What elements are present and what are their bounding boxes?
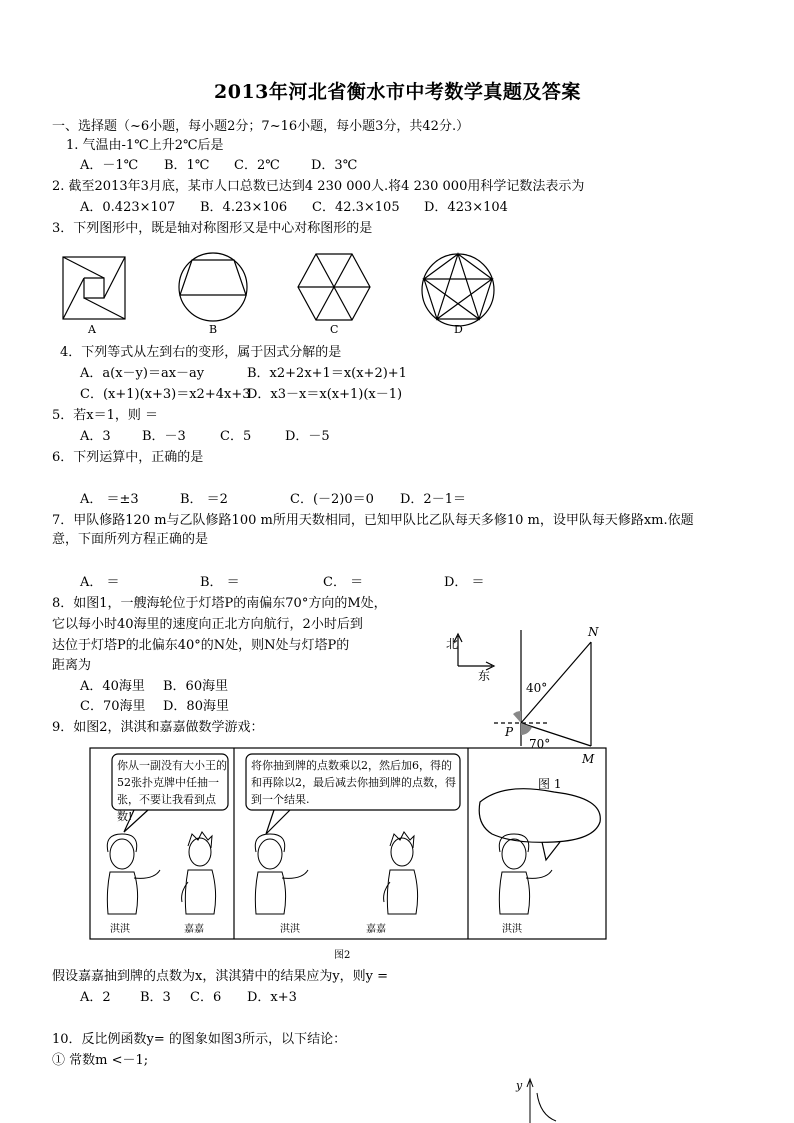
- q7-option-d: D． ＝: [444, 575, 485, 590]
- q8-option-b: B．60海里: [163, 679, 229, 694]
- q2-option-b: B．4.23×106: [200, 200, 288, 215]
- q5-option-d: D．－5: [285, 429, 330, 444]
- qiqi-figure-3: [499, 834, 552, 914]
- q9-option-b: B．3: [140, 990, 171, 1005]
- q8-line-2: 它以每小时40海里的速度向正北方向航行，2小时后到: [52, 617, 363, 632]
- q5-stem: 5．若x＝1，则 ＝: [52, 408, 159, 423]
- fig1-caption: 图 1: [538, 777, 562, 791]
- q7-stem-line2: 意，下面所列方程正确的是: [52, 532, 209, 547]
- fig1-angle-40: 40°: [526, 681, 548, 695]
- q4-option-a: A．a(x－y)＝ax－ay: [80, 366, 205, 381]
- q2-option-d: D．423×104: [424, 200, 508, 215]
- q3-figure-a: [63, 257, 125, 319]
- fig1-label-p: P: [505, 725, 514, 739]
- q6-option-b: B． ＝2: [180, 492, 228, 507]
- section-heading: 一、选择题（~6小题，每小题2分；7~16小题，每小题3分，共42分.）: [52, 119, 470, 134]
- q7-stem-line1: 7．甲队修路120 m与乙队修路100 m所用天数相同，已知甲队比乙队每天多修10 m，设甲队每天修路xm.依题: [52, 513, 694, 528]
- q8-option-d: D．80海里: [163, 699, 229, 714]
- q9-option-d: D．x+3: [247, 990, 297, 1005]
- q3-stem: 3．下列图形中，既是轴对称图形又是中心对称图形的是: [52, 221, 373, 236]
- q1-option-a: A．－1℃: [80, 158, 139, 173]
- jiajia-figure-2: [384, 832, 418, 914]
- q5-option-c: C．5: [220, 429, 252, 444]
- q3-label-b: B: [209, 323, 218, 336]
- q10-item-1: ① 常数m <－1;: [52, 1053, 149, 1068]
- q8-line-3: 达位于灯塔P的北偏东40°的N处，则N处与灯塔P的: [52, 638, 350, 653]
- q4-stem: 4．下列等式从左到右的变形，属于因式分解的是: [60, 345, 342, 360]
- q3-label-a: A: [88, 323, 96, 336]
- figure-3-partial: [510, 1073, 590, 1123]
- comic-name-2: 嘉嘉: [184, 924, 204, 935]
- q5-option-b: B．－3: [142, 429, 186, 444]
- q3-figure-d: [422, 254, 494, 326]
- fig1-label-n: N: [588, 625, 599, 639]
- fig1-angle-70: 70°: [529, 737, 551, 751]
- fig3-axis-y: y: [516, 1079, 523, 1092]
- q2-option-c: C．42.3×105: [312, 200, 400, 215]
- comic-bubble-2-text: 将你抽到牌的点数乘以2，然后加6，得的和再除以2，最后减去你抽到牌的点数，得到一个结果.: [251, 759, 456, 806]
- q4-option-d: D．x3－x＝x(x+1)(x－1): [247, 387, 403, 402]
- fig1-north-label: 北: [446, 637, 459, 651]
- q9-option-a: A．2: [80, 990, 111, 1005]
- q3-figure-b: [179, 253, 247, 321]
- q3-label-c: C: [330, 323, 339, 336]
- q1-option-b: B．1℃: [164, 158, 210, 173]
- q8-line-4: 距离为: [52, 658, 92, 673]
- comic-name-5: 淇淇: [502, 924, 522, 935]
- q2-stem: 2. 截至2013年3月底，某市人口总数已达到4 230 000人.将4 230 000用科学记数法表示为: [52, 179, 585, 194]
- q1-option-d: D．3℃: [311, 158, 358, 173]
- comic-name-1: 淇淇: [110, 924, 130, 935]
- q6-option-c: C．(－2)0＝0: [290, 492, 374, 507]
- q7-option-b: B． ＝: [200, 575, 240, 590]
- q3-label-d: D: [454, 323, 463, 336]
- q10-stem: 10．反比例函数y= 的图象如图3所示，以下结论：: [52, 1032, 347, 1047]
- q6-stem: 6．下列运算中，正确的是: [52, 450, 204, 465]
- q5-option-a: A．3: [80, 429, 111, 444]
- q7-option-c: C． ＝: [323, 575, 364, 590]
- fig1-east-label: 东: [478, 669, 491, 683]
- q4-option-c: C．(x+1)(x+3)＝x2+4x+3: [80, 387, 251, 402]
- fig1-label-m: M: [582, 752, 595, 766]
- comic-bubble-1-text: 你从一副没有大小王的52张扑克牌中任抽一张，不要让我看到点数!: [117, 759, 227, 823]
- q8-option-a: A．40海里: [80, 679, 145, 694]
- q6-option-a: A． ＝±3: [80, 492, 139, 507]
- qiqi-figure-2: [255, 834, 308, 914]
- q6-option-d: D．2－1＝: [400, 492, 466, 507]
- q3-figure-c: [298, 254, 370, 320]
- figure-2-caption: 图2: [334, 950, 351, 961]
- q3-figures: [0, 245, 794, 345]
- comic-name-4: 嘉嘉: [366, 924, 386, 935]
- q8-option-c: C．70海里: [80, 699, 146, 714]
- page-title: 2013年河北省衡水市中考数学真题及答案: [214, 81, 581, 103]
- comic-name-3: 淇淇: [280, 924, 300, 935]
- q7-option-a: A． ＝: [80, 575, 120, 590]
- qiqi-figure-1: [107, 834, 160, 914]
- q9-option-c: C．6: [190, 990, 222, 1005]
- q9-after-text: 假设嘉嘉抽到牌的点数为x，淇淇猜中的结果应为y，则y =: [52, 969, 389, 984]
- q4-option-b: B．x2+2x+1＝x(x+2)+1: [247, 366, 407, 381]
- jiajia-figure-1: [182, 832, 216, 914]
- q2-option-a: A．0.423×107: [80, 200, 176, 215]
- q8-line-1: 8．如图1，一艘海轮位于灯塔P的南偏东70°方向的M处，: [52, 596, 387, 611]
- q1-option-c: C．2℃: [234, 158, 280, 173]
- q1-stem: 1. 气温由-1℃上升2℃后是: [66, 138, 224, 153]
- q9-stem: 9．如图2，淇淇和嘉嘉做数学游戏：: [52, 720, 264, 735]
